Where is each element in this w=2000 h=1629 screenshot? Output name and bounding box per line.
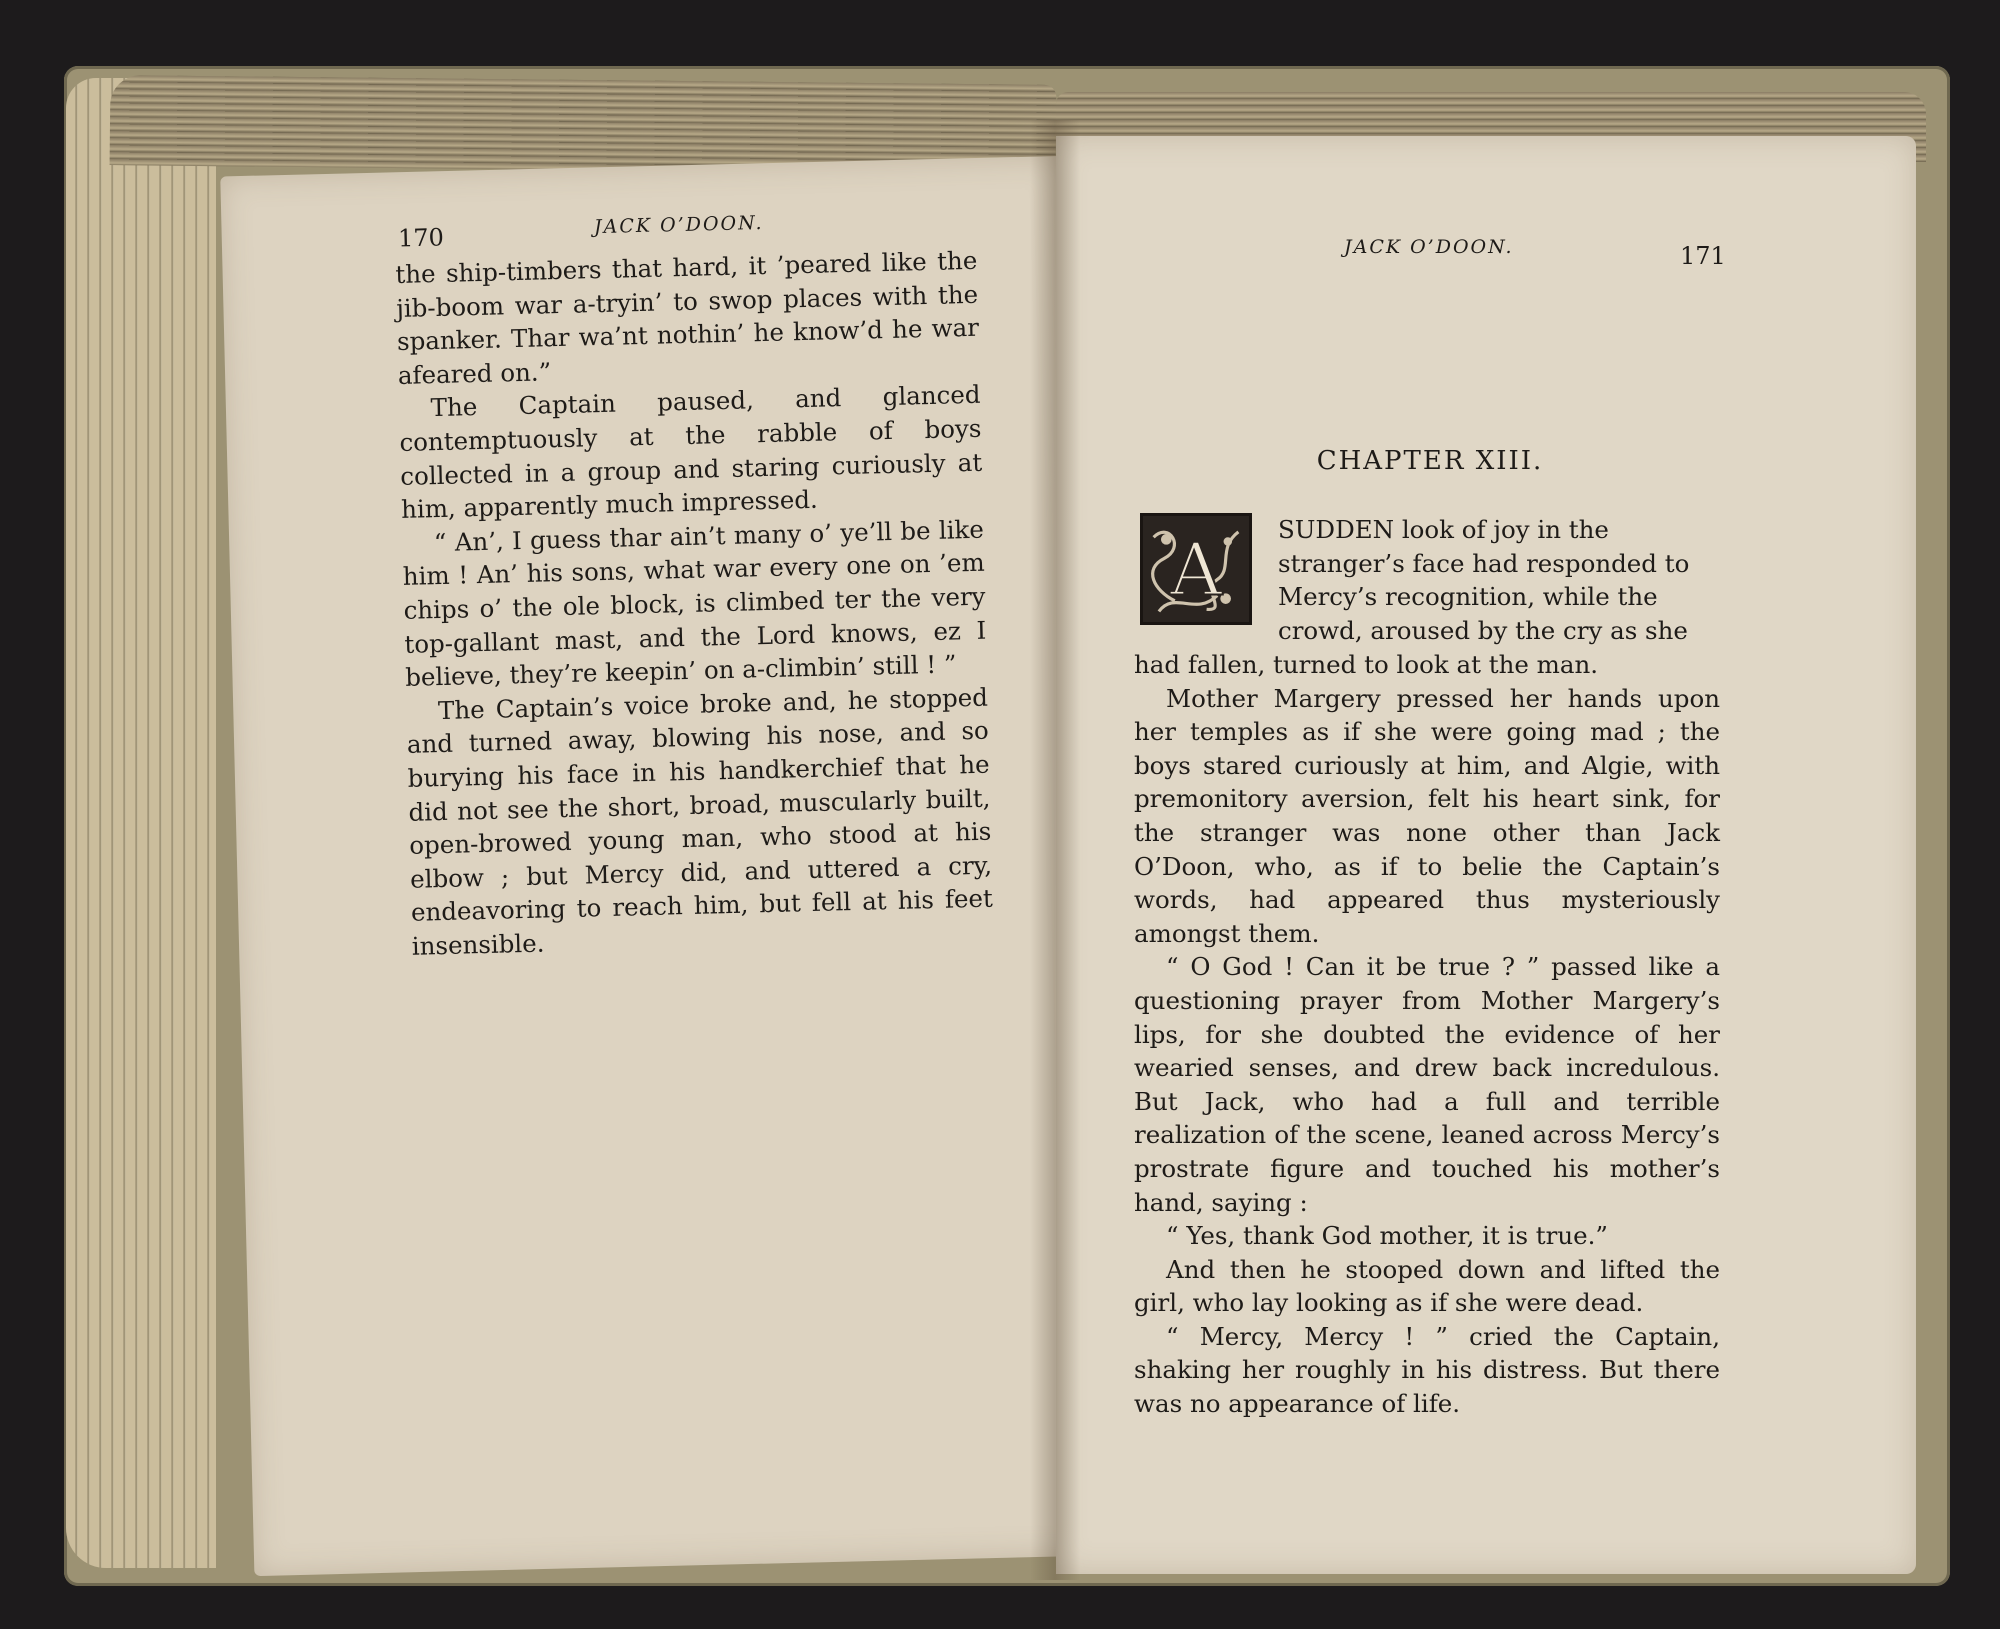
right-page-text bbox=[1134, 648, 1720, 1421]
right-page-number: 171 bbox=[1680, 242, 1726, 270]
opening-line-4: crowd, aroused by the cry as she bbox=[1278, 615, 1688, 645]
right-paragraph-1: had fallen, turned to look at the man. bbox=[1134, 650, 1599, 679]
right-paragraph-5: And then he stooped down and lifted the girl, who lay looking as if she were dead. bbox=[1134, 1254, 1720, 1318]
opening-lines bbox=[1278, 513, 1720, 647]
opening-line-3: Mercy’s recognition, while the bbox=[1278, 582, 1658, 612]
left-paragraph-1: the ship-timbers that hard, it ’peared like the jib-boom war a-tryin’ to swop places with the spanker. Thar wa’nt nothin’ he know’d he war afeared on.” bbox=[395, 245, 980, 390]
drop-cap-ornament bbox=[1140, 513, 1252, 625]
left-paragraph-2: The Captain paused, and glanced contemptuously at the rabble of boys collected in a group and staring curiously at him, apparently much impressed. bbox=[399, 380, 983, 525]
right-paragraph-2: Mother Margery pressed her hands upon her temples as if she were going mad ; the boys stared curiously at him, and Algie, with premonitory aversion, felt his heart sink, for the stranger was none other than Jack O’Doon, who, as if to belie the Captain’s words, had appeared thus mysteriously amongst them. bbox=[1134, 683, 1720, 948]
book-gutter bbox=[1030, 120, 1080, 1580]
left-page-text bbox=[395, 244, 994, 963]
right-paragraph-3: “ O God ! Can it be true ? ” passed like a questioning prayer from Mother Margery’s lips, for she doubted the evidence of her wearied senses, and drew back incredulous. But Jack, who had a full and terrible realization of the scene, leaned across Mercy’s prostrate figure and touched his mother’s hand, saying : bbox=[1134, 952, 1720, 1217]
left-running-head: JACK O’DOON. bbox=[593, 211, 764, 239]
opening-line-2: stranger’s face had responded to bbox=[1278, 548, 1690, 578]
opening-line-1: SUDDEN look of joy in the bbox=[1278, 515, 1609, 544]
page-edges-left bbox=[66, 78, 216, 1568]
right-running-head: JACK O’DOON. bbox=[1344, 236, 1514, 258]
left-page-number: 170 bbox=[397, 223, 445, 253]
right-paragraph-6: “ Mercy, Mercy ! ” cried the Captain, shaking her roughly in his distress. But there was no appearance of life. bbox=[1134, 1321, 1720, 1419]
ornament-icon bbox=[1143, 516, 1249, 622]
left-paragraph-4: The Captain’s voice broke and, he stopped and turned away, blowing his nose, and so burying his face in his handkerchief that he did not see the short, broad, muscularly built, open-browed young man, who stood at his elbow ; but Mercy did, and uttered a cry, endeavoring to reach him, but fell at his feet insensible. bbox=[406, 682, 994, 961]
drop-cap-letter: A bbox=[1169, 527, 1223, 612]
chapter-title: CHAPTER XIII. bbox=[1316, 446, 1544, 476]
right-paragraph-4: “ Yes, thank God mother, it is true.” bbox=[1166, 1221, 1608, 1251]
left-paragraph-3: “ An’, I guess thar ain’t many o’ ye’ll be like him ! An’ his sons, what war every one on ’em chips o’ the ole block, is climbed ter the very top-gallant mast, and the Lord knows, ez I believe, they’re keepin’ on a-climbin’ still ! ” bbox=[402, 514, 987, 692]
